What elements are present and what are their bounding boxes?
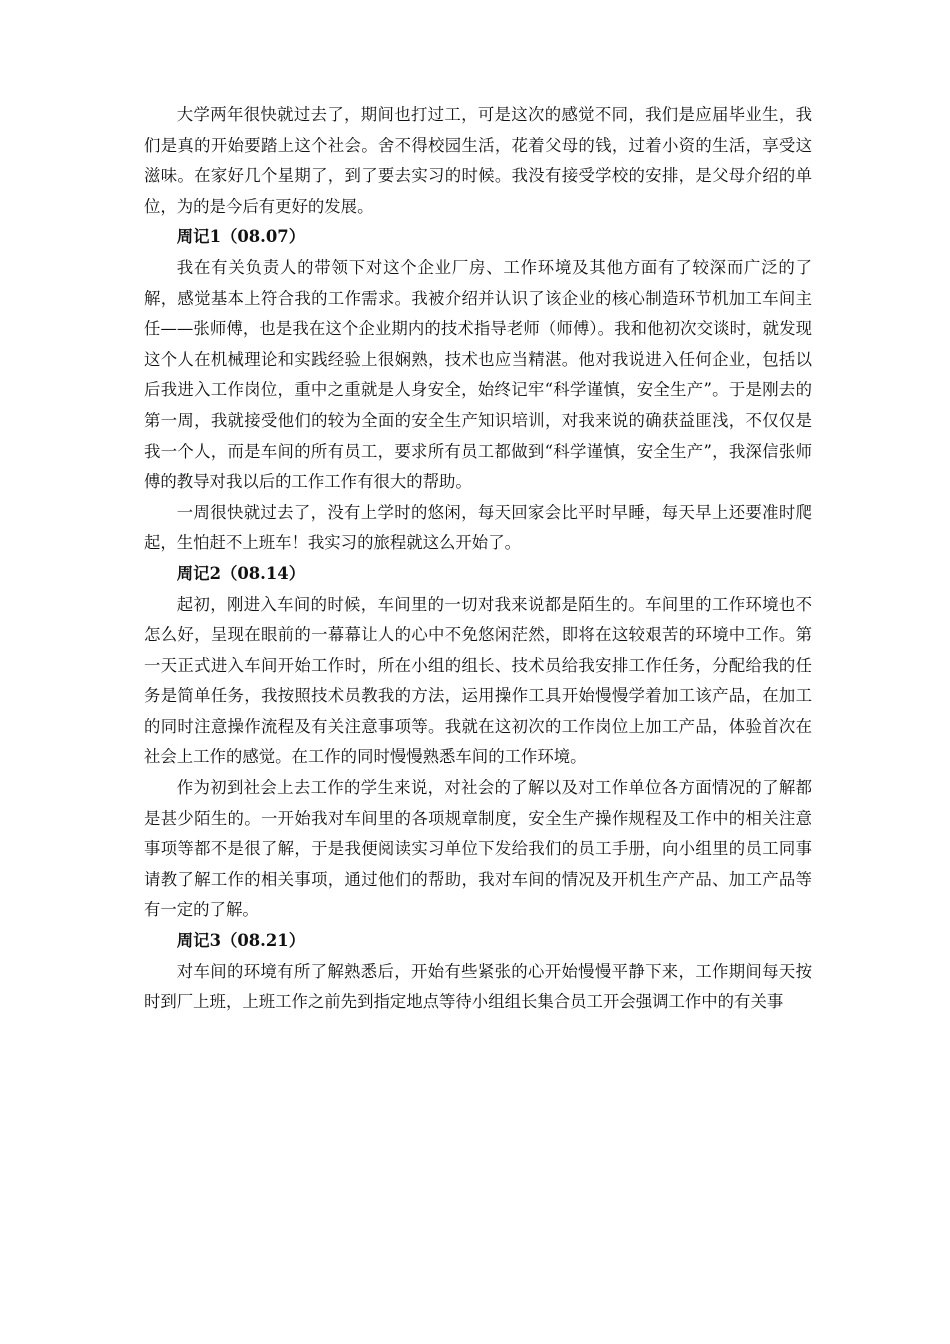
week-1-heading: 周记1（08.07） [176,227,306,247]
week-2-paragraph-2: 作为初到社会上去工作的学生来说，对社会的了解以及对工作单位各方面情况的了解都是甚少陌生的。一开始我对车间里的各项规章制度，安全生产操作规程及工作中的相关注意事项等都不是很了解，于是我便阅读实习单位下发给我们的员工手册，向小组里的员工同事请教了解工作的相关事项，通过他们的帮助，我对车间的情况及开机生产产品、加工产品等有一定的了解。 [144,778,812,920]
document-body [144,100,812,1018]
intro-paragraph: 大学两年很快就过去了，期间也打过工，可是这次的感觉不同，我们是应届毕业生，我们是真的开始要踏上这个社会。舍不得校园生活，花着父母的钱，过着小资的生活，享受这滋味。在家好几个星期了，到了要去实习的时候。我没有接受学校的安排，是父母介绍的单位，为的是今后有更好的发展。 [144,105,812,216]
week-3-paragraph-1: 对车间的环境有所了解熟悉后，开始有些紧张的心开始慢慢平静下来，工作期间每天按时到厂上班，上班工作之前先到指定地点等待小组组长集合员工开会强调工作中的有关事 [144,961,812,1012]
week-3-heading: 周记3（08.21） [176,931,306,951]
week-1-paragraph-2: 一周很快就过去了，没有上学时的悠闲，每天回家会比平时早睡，每天早上还要准时爬起，生怕赶不上班车！我实习的旅程就这么开始了。 [144,502,812,553]
week-1-paragraph-1: 我在有关负责人的带领下对这个企业厂房、工作环境及其他方面有了较深而广泛的了解，感觉基本上符合我的工作需求。我被介绍并认识了该企业的核心制造环节机加工车间主任——张师傅，也是我在这个企业期内的技术指导老师（师傅）。我和他初次交谈时，就发现这个人在机械理论和实践经验上很娴熟，技术也应当精湛。他对我说进入任何企业，包括以后我进入工作岗位，重中之重就是人身安全，始终记牢“科学谨慎，安全生产”。于是刚去的第一周，我就接受他们的较为全面的安全生产知识培训，对我来说的确获益匪浅，不仅仅是我一个人，而是车间的所有员工，要求所有员工都做到“科学谨慎，安全生产”，我深信张师傅的教导对我以后的工作工作有很大的帮助。 [144,257,812,492]
week-2-heading: 周记2（08.14） [176,563,306,583]
week-2-paragraph-1: 起初，刚进入车间的时候，车间里的一切对我来说都是陌生的。车间里的工作环境也不怎么好，呈现在眼前的一幕幕让人的心中不免悠闲茫然，即将在这较艰苦的环境中工作。第一天正式进入车间开始工作时，所在小组的组长、技术员给我安排工作任务，分配给我的任务是简单任务，我按照技术员教我的方法，运用操作工具开始慢慢学着加工该产品，在加工的同时注意操作流程及有关注意事项等。我就在这初次的工作岗位上加工产品，体验首次在社会上工作的感觉。在工作的同时慢慢熟悉车间的工作环境。 [144,594,812,767]
